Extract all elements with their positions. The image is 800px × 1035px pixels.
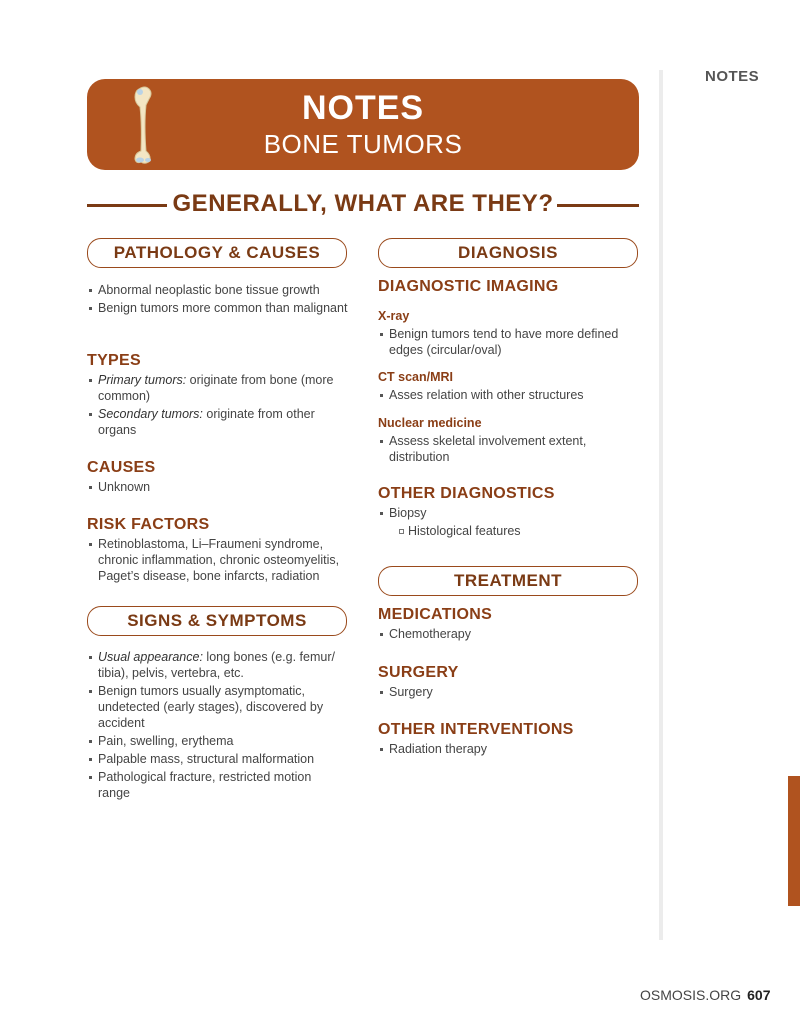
list-item: [378, 523, 640, 539]
item-text: originate from bone (more common): [98, 373, 334, 403]
bullet-list: [87, 536, 349, 584]
ct-label: CT scan/MRI: [378, 370, 454, 384]
list-item: [87, 282, 349, 298]
chapter-tab: [788, 776, 800, 906]
item-text: Retinoblastoma, Li–Fraumeni syndrome, chronic inflammation, chronic osteomyelitis, Paget’s disease, bone infarcts, radiation: [98, 537, 340, 583]
list-item: [378, 505, 640, 521]
item-text: Palpable mass, structural malformation: [98, 752, 315, 766]
bullet-list: [87, 649, 337, 801]
medications-section: [378, 606, 640, 644]
item-text: Pathological fracture, restricted motion range: [98, 770, 312, 800]
signs-symptoms-header: SIGNS & SYMPTOMS: [87, 606, 347, 636]
list-item: [87, 536, 349, 584]
list-item: [378, 626, 640, 642]
item-label: Secondary tumors:: [98, 407, 203, 421]
item-text: Benign tumors tend to have more defined edges (circular/oval): [389, 327, 619, 357]
other-interventions-section: [378, 721, 640, 759]
xray-section: [378, 309, 640, 360]
list-item: [87, 733, 337, 749]
ct-mri-section: [378, 370, 640, 405]
list-item: [378, 433, 640, 465]
item-text: Unknown: [98, 480, 151, 494]
other-diagnostics-heading: OTHER DIAGNOSTICS: [378, 485, 555, 502]
pathology-causes-header: PATHOLOGY & CAUSES: [87, 238, 347, 268]
list-item: [87, 683, 337, 731]
bullet-list: [378, 741, 640, 757]
headline-text: GENERALLY, WHAT ARE THEY?: [172, 190, 554, 217]
types-heading: TYPES: [87, 352, 141, 369]
footer: [640, 987, 770, 1003]
nuclear-label: Nuclear medicine: [378, 416, 482, 430]
item-text: Asses relation with other structures: [389, 388, 584, 402]
list-item: [87, 300, 349, 316]
list-item: [87, 406, 349, 438]
item-text: long bones (e.g. femur/ tibia), pelvis, vertebra, etc.: [98, 650, 335, 680]
signs-list: [87, 649, 337, 803]
item-text: Abnormal neoplastic bone tissue growth: [98, 283, 320, 297]
item-text: Radiation therapy: [389, 742, 487, 756]
margin-divider: [659, 70, 663, 940]
item-text: Surgery: [389, 685, 433, 699]
item-text: Histological features: [408, 524, 521, 538]
bullet-list: [378, 626, 640, 642]
item-text: Benign tumors usually asymptomatic, undetected (early stages), discovered by accident: [98, 684, 324, 730]
page-number: 607: [747, 987, 771, 1003]
sidebar-notes-label: NOTES: [705, 68, 760, 85]
list-item: [87, 751, 337, 767]
item-text: Assess skeletal involvement extent, distribution: [389, 434, 587, 464]
bullet-list: [87, 372, 349, 438]
bullet-list: [378, 505, 640, 539]
types-section: [87, 352, 349, 440]
bullet-list: [378, 326, 640, 358]
list-item: [87, 372, 349, 404]
list-item: [87, 479, 349, 495]
other-interventions-heading: OTHER INTERVENTIONS: [378, 721, 574, 738]
diagnosis-header: DIAGNOSIS: [378, 238, 638, 268]
item-label: Usual appearance:: [98, 650, 203, 664]
item-text: Biopsy: [389, 506, 427, 520]
treatment-header: TREATMENT: [378, 566, 638, 596]
diagnostic-imaging-heading: [378, 278, 640, 298]
pathology-intro: [87, 282, 349, 318]
item-text: Benign tumors more common than malignant: [98, 301, 348, 315]
surgery-heading: SURGERY: [378, 664, 459, 681]
surgery-section: [378, 664, 640, 702]
xray-label: X-ray: [378, 309, 410, 323]
item-text: Pain, swelling, erythema: [98, 734, 234, 748]
list-item: [378, 741, 640, 757]
bullet-list: [87, 282, 349, 316]
bullet-list: [378, 433, 640, 465]
bullet-list: [378, 684, 640, 700]
risk-factors-section: [87, 516, 349, 586]
section-headline: [87, 190, 639, 220]
item-label: Primary tumors:: [98, 373, 187, 387]
causes-heading: CAUSES: [87, 459, 156, 476]
other-diagnostics-section: [378, 485, 640, 541]
list-item: [87, 649, 337, 681]
footer-site: OSMOSIS.ORG: [640, 987, 742, 1003]
banner-title: NOTES: [301, 89, 425, 127]
bullet-list: [87, 479, 349, 495]
list-item: [378, 684, 640, 700]
bullet-list: [378, 387, 640, 403]
nuclear-section: [378, 416, 640, 467]
list-item: [378, 326, 640, 358]
title-banner: [87, 79, 639, 170]
list-item: [87, 769, 337, 801]
list-item: [378, 387, 640, 403]
headline-rule-right: [557, 204, 639, 207]
imaging-heading: DIAGNOSTIC IMAGING: [378, 278, 559, 295]
risk-factors-heading: RISK FACTORS: [87, 516, 210, 533]
item-text: originate from other organs: [98, 407, 315, 437]
banner-subtitle: BONE TUMORS: [263, 129, 463, 159]
item-text: Chemotherapy: [389, 627, 471, 641]
causes-section: [87, 459, 349, 497]
medications-heading: MEDICATIONS: [378, 606, 493, 623]
